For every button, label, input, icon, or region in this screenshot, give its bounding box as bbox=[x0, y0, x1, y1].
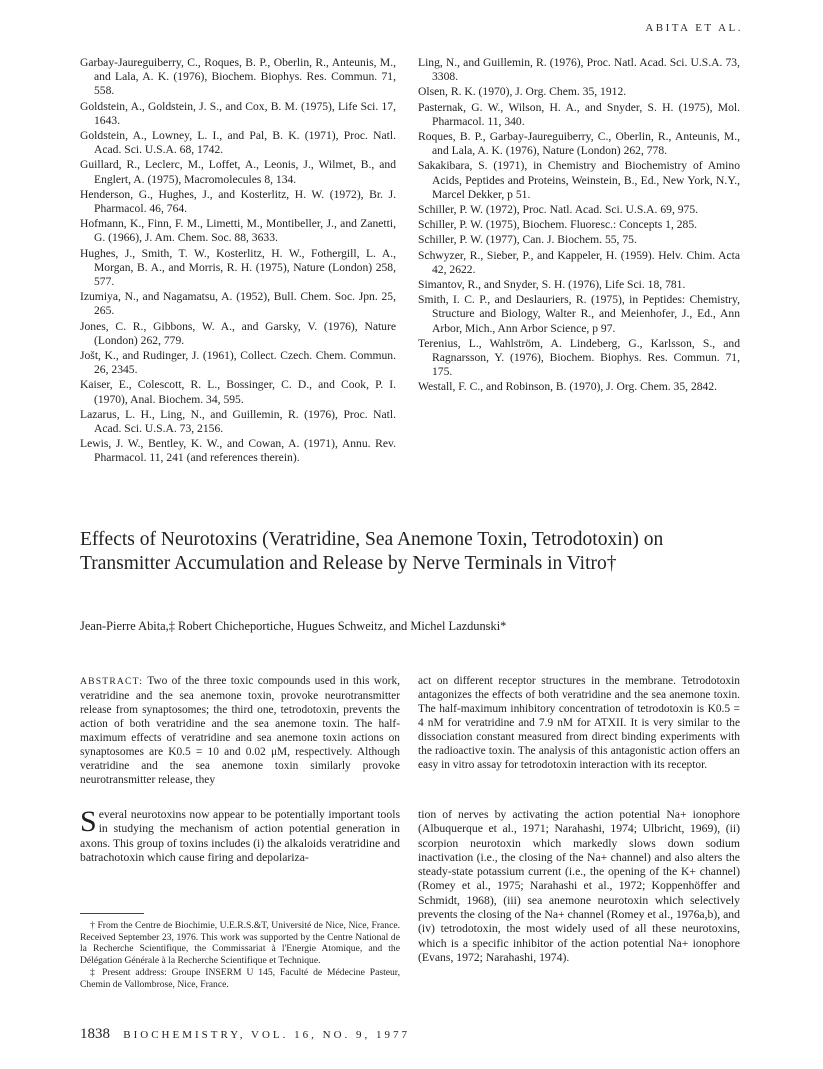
abstract-text-part-1: Two of the three toxic compounds used in this work, veratridine and the sea anemone toxin, provoke neurotransmitter release from synaptosomes; the third one, tetrodotoxin, prevents the action of both veratridine and the sea anemone toxin. The half-maximum effects of veratridine and sea anemone toxin actions on synaptosomes are K0.5 = 10 and 0.02 μM, respectively. Although veratridine and the sea anemone toxin similarly provoke neurotransmitter release, they bbox=[80, 675, 400, 786]
footnotes bbox=[80, 920, 400, 992]
reference-entry: Sakakibara, S. (1971), in Chemistry and Biochemistry of Amino Acids, Peptides and Proteins, Weinstein, B., Ed., New York, N.Y., Marcel Dekker, p 51. bbox=[418, 159, 740, 201]
footnote-affiliation: † From the Centre de Biochimie, U.E.R.S.&T, Université de Nice, Nice, France. Received September 23, 1976. This work was supported by the Centre National de la Recherche Scientifique, the Commissariat à l'Energie Atomique, and the Délégation Générale à la Recherche Scientifique et Technique. bbox=[80, 920, 400, 966]
reference-entry: Jones, C. R., Gibbons, W. A., and Garsky, V. (1976), Nature (London) 262, 779. bbox=[80, 319, 396, 347]
reference-entry: Kaiser, E., Colescott, R. L., Bossinger, C. D., and Cook, P. I. (1970), Anal. Biochem. 34, 595. bbox=[80, 378, 396, 406]
body-text-part-1: everal neurotoxins now appear to be potentially important tools in studying the mechanism of action potential generation in axons. This group of toxins includes (i) the alkaloids veratridine and batrachotoxin which cause firing and depolariza- bbox=[80, 808, 400, 864]
page-footer bbox=[80, 1026, 410, 1043]
journal-citation: BIOCHEMISTRY, VOL. 16, NO. 9, 1977 bbox=[123, 1029, 411, 1041]
reference-entry: Henderson, G., Hughes, J., and Kosterlitz, H. W. (1972), Br. J. Pharmacol. 46, 764. bbox=[80, 187, 396, 216]
references-left-column bbox=[80, 56, 396, 467]
reference-entry: Terenius, L., Wahlström, A. Lindeberg, G., Karlsson, S., and Ragnarsson, Y. (1976), Biochem. Biophys. Res. Commun. 71, 175. bbox=[418, 336, 740, 379]
reference-entry: Olsen, R. K. (1970), J. Org. Chem. 35, 1912. bbox=[418, 85, 627, 99]
references-right-column bbox=[418, 56, 740, 396]
reference-entry: Hofmann, K., Finn, F. M., Limetti, M., Montibeller, J., and Zanetti, G. (1966), J. Am. Chem. Soc. 88, 3633. bbox=[80, 217, 396, 245]
drop-cap: S bbox=[80, 805, 97, 838]
reference-entry: Schiller, P. W. (1977), Can. J. Biochem. 55, 75. bbox=[418, 233, 637, 247]
body-right-column: tion of nerves by activating the action potential Na+ ionophore (Albuquerque et al., 1971; Narahashi, 1974; Ulbricht, 1969), (ii) scorpion neurotoxin which markedly slows down sodium inactivation (i.e., the closing of the Na+ channel) and also alters the steady-state potassium current (i.e., the opening of the K+ channel) (Romey et al., 1975; Narahashi et al., 1972; Koppenhöffer and Schmidt, 1968), (iii) sea anemone neurotoxin which selectively prevents the closing of the Na+ channel (Romey et al., 1976a,b), and (iv) tetrodotoxin, the most widely used of all these neurotoxins, which is a specific inhibitor of the action potential Na+ ionophore (Evans, 1972; Narahashi, 1974). bbox=[418, 808, 740, 964]
author-list: Jean-Pierre Abita,‡ Robert Chicheportiche, Hugues Schweitz, and Michel Lazdunski* bbox=[80, 619, 507, 633]
reference-entry: Smith, I. C. P., and Deslauriers, R. (1975), in Peptides: Chemistry, Structure and Biology, Walter R., and Meienhofer, J., Ed., Ann Arbor, Mich., Ann Arbor Science, p 97. bbox=[418, 293, 740, 335]
reference-entry: Hughes, J., Smith, T. W., Kosterlitz, H. W., Fothergill, L. A., Morgan, B. A., and Morris, R. H. (1975), Nature (London) 258, 577. bbox=[80, 246, 396, 289]
reference-entry: Garbay-Jaureguiberry, C., Roques, B. P., Oberlin, R., Anteunis, M., and Lala, A. K. (1976), Biochem. Biophys. Res. Commun. 71, 558. bbox=[80, 56, 396, 98]
reference-entry: Jošt, K., and Rudinger, J. (1961), Collect. Czech. Chem. Commun. 26, 2345. bbox=[80, 349, 396, 377]
article-title: Effects of Neurotoxins (Veratridine, Sea Anemone Toxin, Tetrodotoxin) on Transmitter Accumulation and Release by Nerve Terminals in Vitro† bbox=[80, 529, 664, 574]
body-left-column bbox=[80, 805, 400, 865]
reference-entry: Goldstein, A., Lowney, L. I., and Pal, B. K. (1971), Proc. Natl. Acad. Sci. U.S.A. 68, 1742. bbox=[80, 129, 396, 157]
reference-entry: Westall, F. C., and Robinson, B. (1970), J. Org. Chem. 35, 2842. bbox=[418, 380, 718, 394]
reference-entry: Schiller, P. W. (1975), Biochem. Fluoresc.: Concepts 1, 285. bbox=[418, 218, 698, 232]
reference-entry: Roques, B. P., Garbay-Jaureguiberry, C., Oberlin, R., Anteunis, M., and Lala, A. K. (1976), Nature (London) 262, 778. bbox=[418, 130, 740, 158]
reference-entry: Schiller, P. W. (1972), Proc. Natl. Acad. Sci. U.S.A. 69, 975. bbox=[418, 203, 699, 217]
footnote-present-address: ‡ Present address: Groupe INSERM U 145, Faculté de Médecine Pasteur, Chemin de Vallombrose, Nice, France. bbox=[80, 967, 400, 990]
reference-entry: Lazarus, L. H., Ling, N., and Guillemin, R. (1976), Proc. Natl. Acad. Sci. U.S.A. 73, 2156. bbox=[80, 407, 396, 436]
abstract-label: ABSTRACT: bbox=[80, 676, 144, 687]
page-number: 1838 bbox=[80, 1026, 110, 1042]
abstract-left-column bbox=[80, 674, 400, 787]
abstract-right-column: act on different receptor structures in the membrane. Tetrodotoxin antagonizes the effects of both veratridine and the sea anemone toxin. The half-maximum inhibitory concentration of tetrodotoxin is K0.5 = 4 nM for veratridine and 7.9 nM for ATXII. It is very similar to the dissociation constant measured from direct binding experiments with the radioactive toxin. The analysis of this antagonistic action offers an easy in vitro assay for tetrodotoxin interaction with its receptor. bbox=[418, 675, 740, 771]
reference-entry: Simantov, R., and Snyder, S. H. (1976), Life Sci. 18, 781. bbox=[418, 278, 686, 292]
footnote-divider bbox=[80, 913, 144, 914]
reference-entry: Guillard, R., Leclerc, M., Loffet, A., Leonis, J., Wilmet, B., and Englert, A. (1975), Macromolecules 8, 134. bbox=[80, 158, 396, 186]
running-head: ABITA ET AL. bbox=[645, 22, 743, 34]
reference-entry: Lewis, J. W., Bentley, K. W., and Cowan, A. (1971), Annu. Rev. Pharmacol. 11, 241 (and references therein). bbox=[80, 437, 396, 465]
reference-entry: Schwyzer, R., Sieber, P., and Kappeler, H. (1959). Helv. Chim. Acta 42, 2622. bbox=[418, 248, 740, 276]
reference-entry: Pasternak, G. W., Wilson, H. A., and Snyder, S. H. (1975), Mol. Pharmacol. 11, 340. bbox=[418, 100, 740, 128]
reference-entry: Goldstein, A., Goldstein, J. S., and Cox, B. M. (1975), Life Sci. 17, 1643. bbox=[80, 99, 396, 127]
reference-entry: Ling, N., and Guillemin, R. (1976), Proc. Natl. Acad. Sci. U.S.A. 73, 3308. bbox=[418, 56, 740, 84]
reference-entry: Izumiya, N., and Nagamatsu, A. (1952), Bull. Chem. Soc. Jpn. 25, 265. bbox=[80, 290, 396, 318]
